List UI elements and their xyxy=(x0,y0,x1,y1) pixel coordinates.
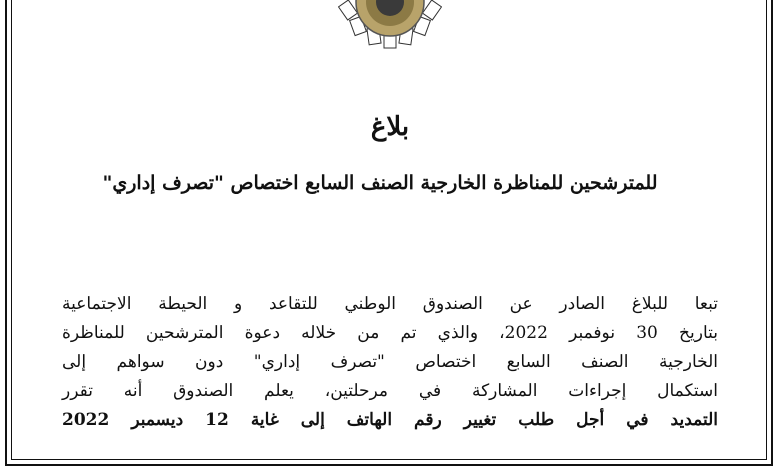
body-line: التمديد في أجل طلب تغيير رقم الهاتف إلى غاية 12 ديسمبر 2022 xyxy=(62,410,718,430)
body-line: بتاريخ 30 نوفمبر 2022، والذي تم من خلاله دعوة المترشحين للمناظرة xyxy=(62,323,718,343)
body-line: تبعا للبلاغ الصادر عن الصندوق الوطني للتقاعد و الحيطة الاجتماعية xyxy=(62,294,718,314)
body-line: استكمال إجراءات المشاركة في مرحلتين، يعلم الصندوق أنه تقرر xyxy=(62,381,718,401)
cnrps-logo-emblem xyxy=(338,0,442,50)
announcement-body xyxy=(62,290,718,435)
document-title: بلاغ xyxy=(370,112,410,142)
body-line: الخارجية الصنف السابع اختصاص "تصرف إداري" دون سواهم إلى xyxy=(62,352,718,372)
document-subtitle: للمترشحين للمناظرة الخارجية الصنف السابع اختصاص "تصرف إداري" xyxy=(102,172,658,194)
